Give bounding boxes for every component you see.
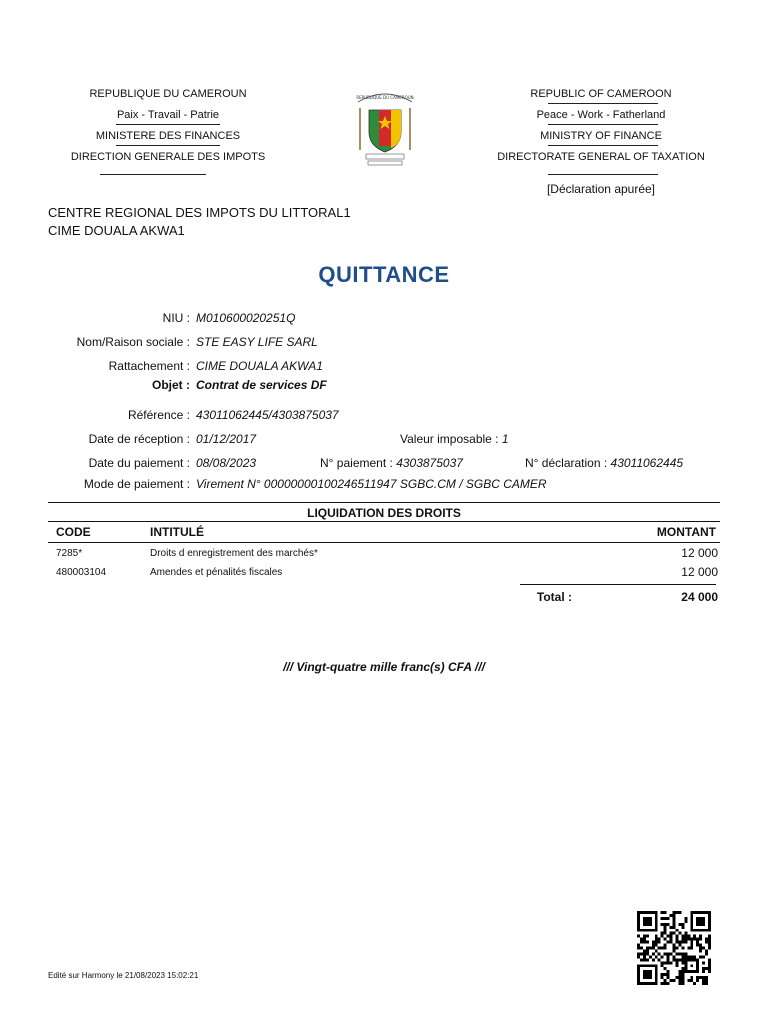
- table-header-rule: [48, 542, 720, 543]
- table-row: [0, 546, 768, 564]
- svg-text:REPUBLIQUE DU CAMEROUN: REPUBLIQUE DU CAMEROUN: [356, 95, 414, 100]
- name-label: Nom/Raison sociale :: [76, 335, 190, 349]
- reception-date-value: 01/12/2017: [196, 432, 257, 446]
- niu-label: NIU :: [162, 311, 190, 325]
- payment-date-value: 08/08/2023: [196, 456, 257, 470]
- payment-date-label: Date du paiement :: [88, 456, 190, 470]
- payment-number-value: 4303875037: [396, 456, 463, 470]
- taxable-value-group: [400, 432, 509, 446]
- header-ministry-fr: MINISTERE DES FINANCES: [95, 130, 241, 142]
- table-row: [0, 565, 768, 583]
- header-country-en: REPUBLIC OF CAMEROON: [530, 88, 672, 100]
- tax-office: CIME DOUALA AKWA1: [48, 223, 185, 238]
- header-country-fr: REPUBLIQUE DU CAMEROUN: [89, 88, 247, 100]
- payment-mode-value: Virement N° 00000000100246511947 SGBC.CM / SGBC CAMER: [196, 477, 547, 491]
- cameroon-coat-of-arms-icon: [350, 88, 420, 168]
- taxable-value-label: Valeur imposable :: [400, 432, 499, 446]
- header-rule: [116, 124, 220, 125]
- table-top-rule: [48, 502, 720, 503]
- header-motto-fr: Paix - Travail - Patrie: [116, 109, 220, 121]
- niu-value: M010600020251Q: [196, 311, 296, 325]
- reference-value: 43011062445/4303875037: [196, 408, 339, 422]
- header-ministry-en: MINISTRY OF FINANCE: [540, 130, 662, 142]
- attachment-label: Rattachement :: [108, 359, 190, 373]
- reference-label: Référence :: [127, 408, 190, 422]
- table-section-title: LIQUIDATION DES DROITS: [307, 506, 461, 520]
- row-amount: 12 000: [681, 565, 718, 579]
- column-header-amount: MONTANT: [656, 525, 716, 539]
- object-value: Contrat de services DF: [196, 378, 327, 392]
- header-rule: [548, 103, 658, 104]
- payment-mode-label: Mode de paiement :: [83, 477, 190, 491]
- payment-number-group: [320, 456, 463, 470]
- header-rule: [548, 124, 658, 125]
- header-motto-en: Peace - Work - Fatherland: [536, 109, 666, 121]
- header-direction-en: DIRECTORATE GENERAL OF TAXATION: [497, 151, 705, 163]
- regional-center: CENTRE REGIONAL DES IMPOTS DU LITTORAL1: [48, 205, 351, 220]
- row-amount: 12 000: [681, 546, 718, 560]
- document-title: QUITTANCE: [318, 262, 450, 287]
- row-title: Amendes et pénalités fiscales: [150, 567, 283, 578]
- reception-date-label: Date de réception :: [88, 432, 190, 446]
- object-label: Objet :: [152, 378, 190, 392]
- payment-number-label: N° paiement :: [320, 456, 393, 470]
- edited-timestamp: Edité sur Harmony le 21/08/2023 15:02:21: [48, 971, 199, 980]
- total-rule: [520, 584, 716, 585]
- total-value: 24 000: [681, 590, 718, 604]
- column-header-code: CODE: [56, 525, 91, 539]
- declaration-number-value: 43011062445: [610, 456, 684, 470]
- total-label: Total :: [536, 590, 572, 604]
- declaration-status: [Déclaration apurée]: [546, 182, 656, 196]
- attachment-value: CIME DOUALA AKWA1: [196, 359, 323, 373]
- header-direction-fr: DIRECTION GENERALE DES IMPOTS: [70, 151, 266, 163]
- qr-code-icon: [637, 911, 711, 985]
- declaration-number-label: N° déclaration :: [525, 456, 608, 470]
- row-code: 480003104: [56, 567, 107, 578]
- table-section-rule: [48, 521, 720, 522]
- header-rule: [116, 145, 220, 146]
- row-title: Droits d enregistrement des marchés*: [150, 548, 318, 559]
- name-value: STE EASY LIFE SARL: [196, 335, 318, 349]
- taxable-value: 1: [501, 432, 509, 446]
- header-rule: [100, 174, 206, 175]
- row-code: 7285*: [56, 548, 83, 559]
- column-header-title: INTITULÉ: [150, 525, 204, 539]
- amount-in-words: /// Vingt-quatre mille franc(s) CFA ///: [283, 660, 485, 674]
- declaration-number-group: [525, 456, 683, 470]
- header-rule: [548, 174, 658, 175]
- header-rule: [548, 145, 658, 146]
